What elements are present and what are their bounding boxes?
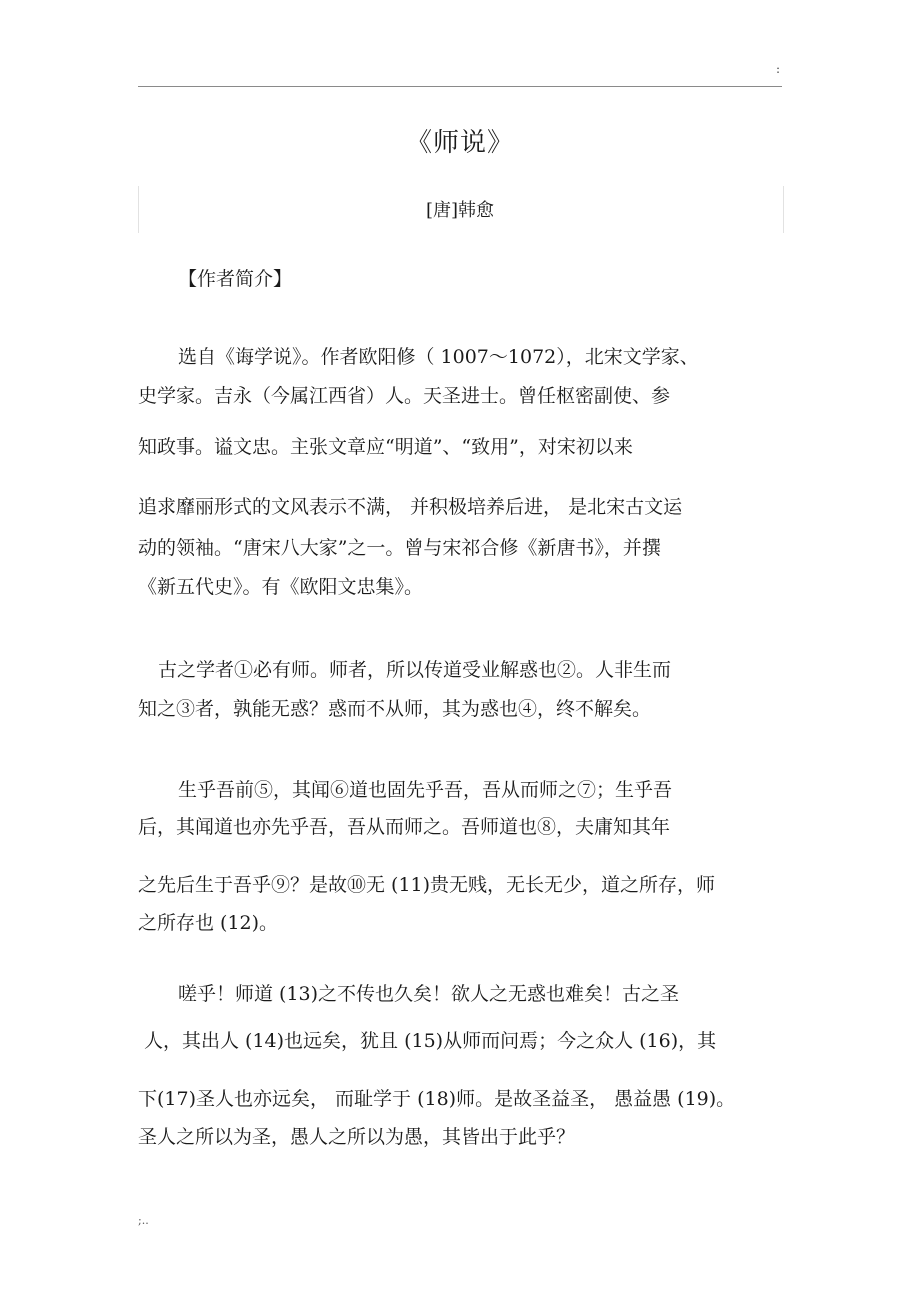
paragraph-line: 人，其出人 (14)也远矣，犹且 (15)从师而问焉；今之众人 (16)，其 [144, 1030, 717, 1052]
author-line: [唐]韩愈 [425, 200, 495, 221]
paragraph-line: 古之学者①必有师。师者，所以传道受业解惑也②。人非生而 [158, 659, 672, 681]
intro-line: 知政事。谥文忠。主张文章应“明道”、“致用”，对宋初以来 [138, 436, 633, 458]
intro-line: 选自《诲学说》。作者欧阳修（ 1007～1072），北宋文学家、 [178, 346, 699, 368]
header-rule [138, 86, 782, 87]
section-heading: 【作者简介】 [178, 268, 293, 290]
paragraph-line: 之所存也 (12)。 [138, 912, 279, 934]
paragraph-line: 生乎吾前⑤，其闻⑥道也固先乎吾，吾从而师之⑦；生乎吾 [178, 779, 673, 801]
intro-line: 动的领袖。“唐宋八大家”之一。曾与宋祁合修《新唐书》，并撰 [138, 537, 661, 559]
paragraph-line: 后，其闻道也亦先乎吾，吾从而师之。吾师道也⑧，夫庸知其年 [138, 816, 671, 838]
intro-line: 《新五代史》。有《欧阳文忠集》。 [138, 576, 424, 598]
intro-line: 追求靡丽形式的文风表示不满， 并积极培养后进， 是北宋古文运 [138, 496, 683, 518]
paragraph-line: 嗟乎！师道 (13)之不传也久矣！欲人之无惑也难矣！古之圣 [178, 983, 680, 1005]
footer-mark: ;.. [138, 1214, 149, 1227]
paragraph-line: 知之③者，孰能无惑？惑而不从师，其为惑也④，终不解矣。 [138, 698, 652, 720]
intro-line: 史学家。吉永（今属江西省）人。天圣进士。曾任枢密副使、参 [138, 385, 671, 407]
paragraph-line: 圣人之所以为圣，愚人之所以为愚，其皆出于此乎？ [138, 1126, 576, 1148]
page-title: 《师说》 [405, 128, 514, 158]
paragraph-line: 之先后生于吾乎⑨？是故⑩无 (11)贵无贱，无长无少，道之所存，师 [138, 874, 716, 896]
paragraph-line: 下(17)圣人也亦远矣， 而耻学于 (18)师。是故圣益圣， 愚益愚 (19)。 [138, 1088, 736, 1110]
header-mark: : [776, 62, 781, 76]
